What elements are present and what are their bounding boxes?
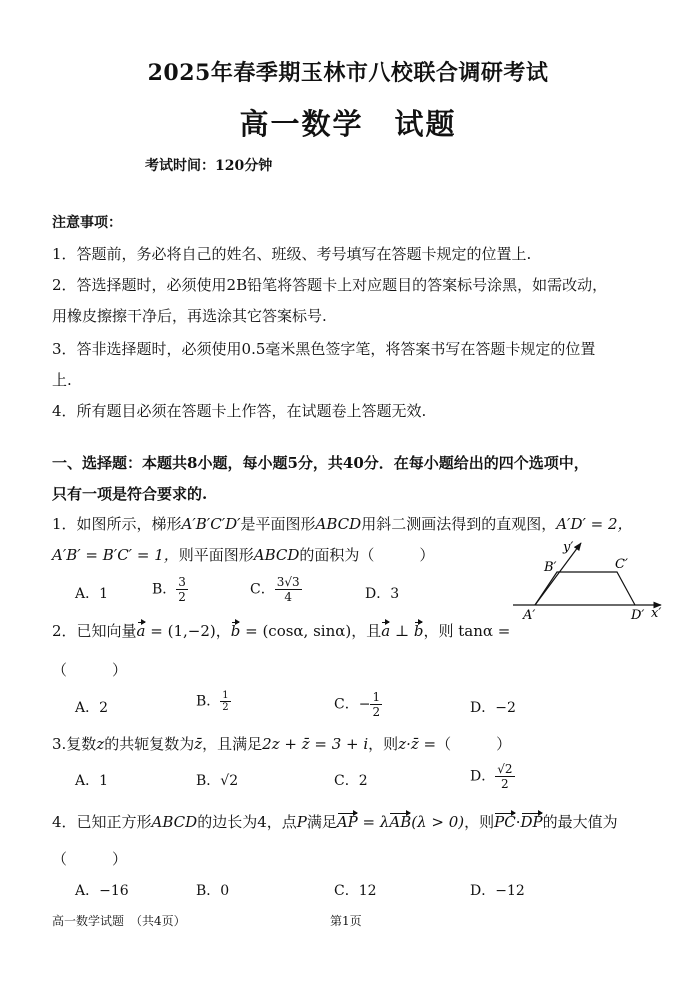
vector-pc: PC <box>494 813 516 831</box>
vector-a: a <box>136 622 146 640</box>
q1-option-a: A．1 <box>75 586 109 602</box>
q1-option-b: B． $\frac{3}{2}$ <box>152 575 186 604</box>
q1-text-c: 用斜二测画法得到的直观图， <box>361 515 557 533</box>
q1-trapezoid: A′B′C′D′ <box>181 515 241 533</box>
note-2b: 用橡皮擦擦干净后，再选涂其它答案标号. <box>52 307 327 325</box>
q3-option-d: D． $\frac{√2}{2}$ <box>470 762 513 791</box>
footer-left: 高一数学试题 （共4页） <box>52 914 186 928</box>
note-2a: 2．答选择题时，必须使用2B铅笔将答题卡上对应题目的答案标号涂黑，如需改动， <box>52 276 608 294</box>
trapezoid-edges <box>535 572 635 605</box>
q3-option-b: B．√2 <box>196 773 239 789</box>
vector-dp: DP <box>520 813 543 831</box>
label-d: D′ <box>631 608 645 623</box>
q3-option-a: A．1 <box>75 773 109 789</box>
q1-option-d: D．3 <box>365 586 400 602</box>
notes-heading: 注意事项： <box>52 215 122 231</box>
vector-ab: AB <box>389 813 412 831</box>
q1-b-num: 3 <box>178 575 186 589</box>
q1-b-den: 2 <box>178 590 186 604</box>
q2-option-d: D．−2 <box>470 700 516 716</box>
q1-abcd: ABCD <box>315 515 362 533</box>
section1-line2: 只有一项是符合要求的. <box>52 485 208 503</box>
note-3a: 3．答非选择题时，必须使用0.5毫米黑色签字笔，将答案书写在答题卡规定的位置 <box>52 340 596 358</box>
q1-abcd2: ABCD <box>253 546 300 564</box>
label-a: A′ <box>523 608 536 623</box>
q1-text-a: 1．如图所示，梯形 <box>52 515 182 533</box>
trapezoid-figure <box>505 535 675 625</box>
note-3b: 上. <box>52 371 72 389</box>
note-1: 1．答题前，务必将自己的姓名、班级、考号填写在答题卡规定的位置上. <box>52 245 532 263</box>
q1-text-d: 则平面图形 <box>178 546 254 564</box>
q4-option-d: D．−12 <box>470 883 525 899</box>
q4-answer-paren: （ ） <box>52 850 128 868</box>
q1-c-num: 3√3 <box>276 575 300 589</box>
label-c: C′ <box>615 557 628 572</box>
subject-title: 高一数学 试题 <box>239 107 457 141</box>
label-y: y′ <box>563 540 574 555</box>
footer-page: 第1页 <box>330 914 362 928</box>
note-4: 4．所有题目必须在答题卡上作答，在试题卷上答题无效. <box>52 402 427 420</box>
q4-option-a: A．−16 <box>75 883 129 899</box>
q4-option-b: B．0 <box>196 883 230 899</box>
q1-option-c: C． $\frac{3√3}{4}$ <box>250 575 300 604</box>
q1-line1 <box>52 513 633 534</box>
q4-option-c: C．12 <box>334 883 377 899</box>
q1-text-e: 的面积为（ ） <box>299 546 435 564</box>
section1-line1: 一、选择题：本题共8小题，每小题5分，共40分．在每小题给出的四个选项中， <box>52 454 589 472</box>
q2-line1: 2．已知向量a = (1,−2)，b = (cosα, sinα)，且a ⊥ b，则 tanα = <box>52 622 511 640</box>
label-x: x′ <box>651 606 662 621</box>
q1-text-b: 是平面图形 <box>240 515 316 533</box>
q1-line2 <box>52 544 434 565</box>
q3-option-c: C．2 <box>334 773 368 789</box>
vector-ap: AP <box>336 813 358 831</box>
q3-line1: 3.复数z的共轭复数为z̄，且满足2z + z̄ = 3 + i，则z·z̄ =（ ） <box>52 735 512 753</box>
vector-b: b <box>230 622 241 640</box>
q4-line1: 4．已知正方形ABCD的边长为4，点P满足AP = λAB(λ > 0)，则PC·DP的最大值为 <box>52 813 618 831</box>
exam-time: 考试时间：120分钟 <box>145 158 273 174</box>
exam-title: 2025年春季期玉林市八校联合调研考试 <box>147 60 549 86</box>
q1-eq2: A′B′ = B′C′ = 1， <box>52 546 179 564</box>
q2-option-b: B． $\frac{1}{2}$ <box>196 690 229 713</box>
q1-c-den: 4 <box>284 590 292 604</box>
q3-equation: 2z + z̄ = 3 + i <box>262 735 369 753</box>
q2-option-c: C．− $\frac{1}{2}$ <box>334 690 381 719</box>
label-b: B′ <box>544 560 557 575</box>
q2-option-a: A．2 <box>75 700 109 716</box>
q1-eq1: A′D′ = 2， <box>556 515 633 533</box>
q2-answer-paren: （ ） <box>52 661 128 679</box>
